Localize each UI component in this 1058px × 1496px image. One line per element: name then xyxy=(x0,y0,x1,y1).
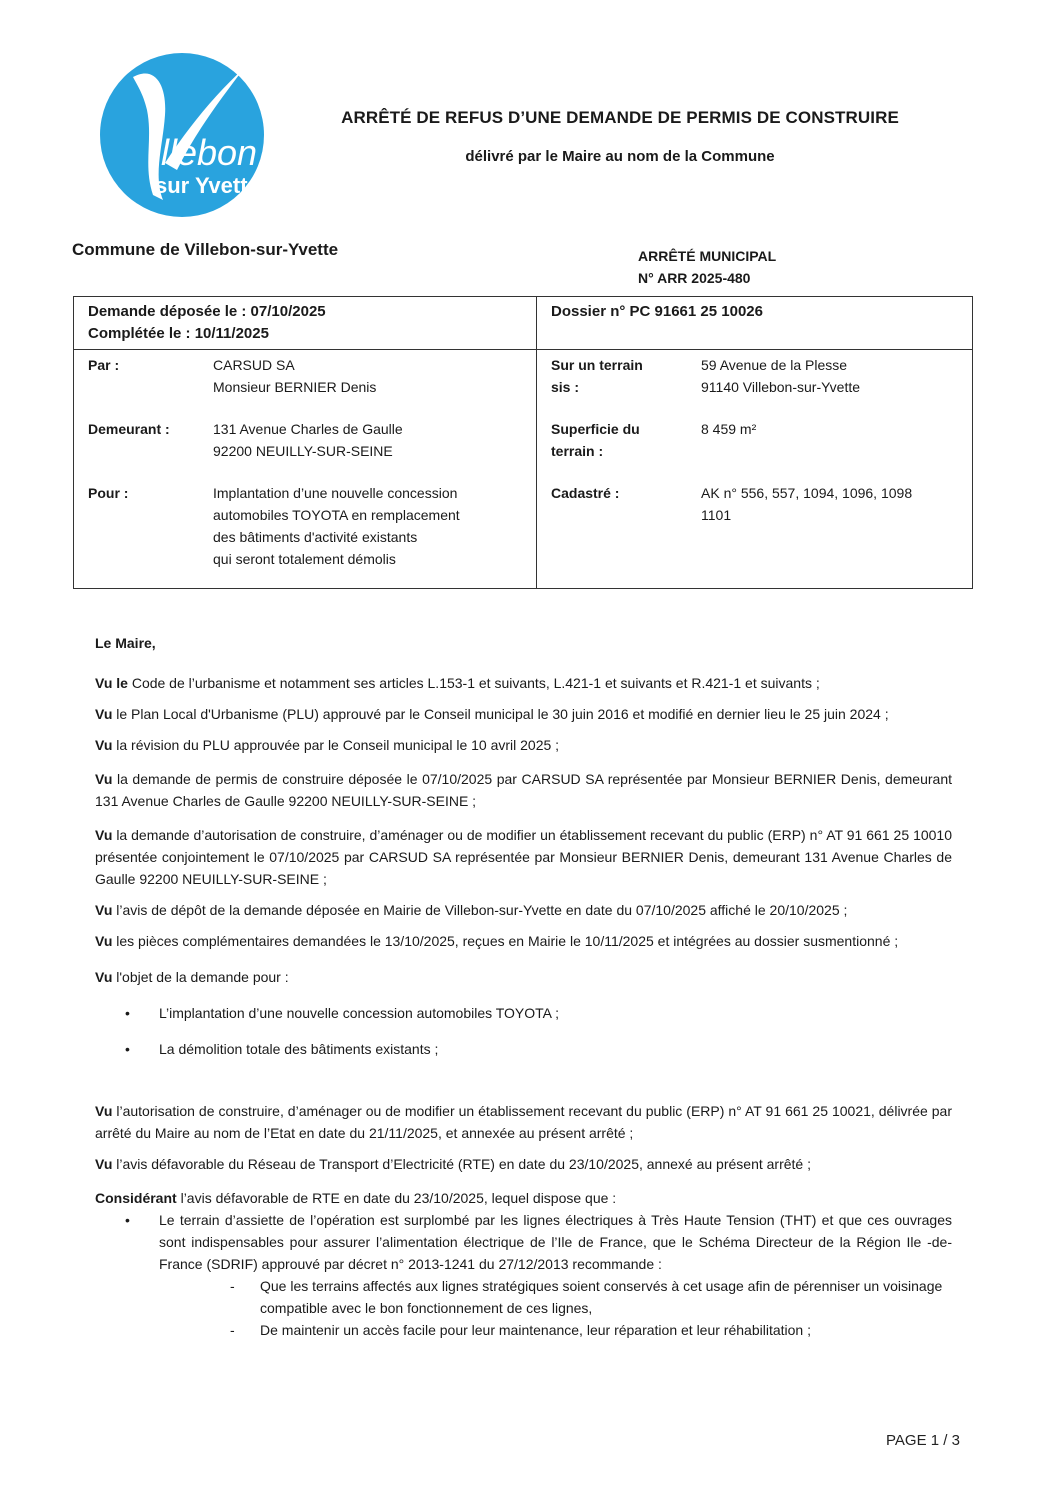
logo-text-sub: sur Yvette xyxy=(155,173,260,198)
terrain-row xyxy=(551,354,958,398)
vu-item: Vu le Code de l’urbanisme et notamment ses articles L.153-1 et suivants, L.421-1 et suivants et R.421-1 et suivants ; xyxy=(95,675,820,691)
cadastre-label: Cadastré : xyxy=(551,485,620,501)
demeurant-row xyxy=(88,418,522,462)
vu-item: Vu l'objet de la demande pour : xyxy=(95,969,289,985)
par-label: Par : xyxy=(88,357,120,373)
logo-text-main: illebon xyxy=(153,132,258,173)
pour-line: Implantation d’une nouvelle concession xyxy=(213,485,458,501)
terrain-label: Sur un terrain xyxy=(551,357,643,373)
vu-item: Vu la demande d’autorisation de construire, d’aménager ou de modifier un établissement recevant du public (ERP) n° AT 91 661 25 10010 présentée conjointement le 07/10/2025 par CARSUD SA représentée par Monsieur BERNIER Denis, demeurant 131 Avenue Charles de Gaulle 92200 NEUILLY-SUR-SEINE ; xyxy=(95,827,952,887)
vu-item: Vu l’avis défavorable du Réseau de Transport d’Electricité (RTE) en date du 23/10/2025, annexé au présent arrêté ; xyxy=(95,1156,811,1172)
applicant-cell xyxy=(74,350,537,589)
cadastre-line: 1101 xyxy=(701,507,732,523)
vu-item: Vu l’autorisation de construire, d’aménager ou de modifier un établissement recevant du public (ERP) n° AT 91 661 25 10021, délivrée par arrêté du Maire au nom de l’Etat en date du 21/11/2025, et annexée au présent arrêté ; xyxy=(95,1103,952,1141)
commune-name: Commune de Villebon-sur-Yvette xyxy=(72,240,339,259)
considerant-dash-item: - Que les terrains affectés aux lignes stratégiques soient conservés à cet usage afin de pérenniser un voisinage compatible avec le bon fonctionnement de ces lignes, xyxy=(95,1275,952,1319)
page-number: PAGE 1 / 3 xyxy=(886,1432,960,1449)
terrain-line: 91140 Villebon-sur-Yvette xyxy=(701,379,861,395)
bullet-icon: • xyxy=(125,1212,130,1228)
pour-line: qui seront totalement démolis xyxy=(213,551,396,567)
cadastre-row xyxy=(551,482,958,526)
dossier-cell xyxy=(537,297,973,350)
document-body xyxy=(95,632,952,1341)
demeurant-line: 92200 NEUILLY-SUR-SEINE xyxy=(213,443,393,459)
considerant-intro: Considérant l’avis défavorable de RTE en date du 23/10/2025, lequel dispose que : xyxy=(95,1190,617,1206)
vu-item: Vu le Plan Local d'Urbanisme (PLU) approuvé par le Conseil municipal le 30 juin 2016 et modifié en dernier lieu le 25 juin 2024 ; xyxy=(95,706,889,722)
vu-item: Vu la révision du PLU approuvée par le Conseil municipal le 10 avril 2025 ; xyxy=(95,737,560,753)
superficie-row xyxy=(551,418,958,462)
objet-bullet: • L’implantation d’une nouvelle concession automobiles TOYOTA ; xyxy=(95,1002,952,1024)
pour-row xyxy=(88,482,522,570)
terrain-label: sis : xyxy=(551,379,580,395)
arrete-municipal-block xyxy=(638,245,776,289)
bullet-icon: • xyxy=(125,1041,130,1057)
par-line: Monsieur BERNIER Denis xyxy=(213,379,377,395)
pour-line: automobiles TOYOTA en remplacement xyxy=(213,507,460,523)
villebon-logo xyxy=(95,45,270,220)
par-line: CARSUD SA xyxy=(213,357,295,373)
document-title: ARRÊTÉ DE REFUS D’UNE DEMANDE DE PERMIS DE CONSTRUIRE xyxy=(341,108,899,127)
par-row xyxy=(88,354,522,398)
cadastre-line: AK n° 556, 557, 1094, 1096, 1098 xyxy=(701,485,913,501)
demeurant-label: Demeurant : xyxy=(88,421,170,437)
table-row-header xyxy=(74,297,973,350)
superficie-value: 8 459 m² xyxy=(701,421,757,437)
bullet-icon: • xyxy=(125,1005,130,1021)
pour-line: des bâtiments d'activité existants xyxy=(213,529,418,545)
vu-item: Vu les pièces complémentaires demandées le 13/10/2025, reçues en Mairie le 10/11/2025 et intégrées au dossier susmentionné ; xyxy=(95,933,899,949)
considerant-dash-item: - De maintenir un accès facile pour leur maintenance, leur réparation et leur réhabilitation ; xyxy=(95,1319,952,1341)
le-maire: Le Maire, xyxy=(95,635,156,651)
pour-label: Pour : xyxy=(88,485,129,501)
superficie-label: Superficie du xyxy=(551,421,640,437)
vu-item: Vu l’avis de dépôt de la demande déposée en Mairie de Villebon-sur-Yvette en date du 07/10/2025 affiché le 20/10/2025 ; xyxy=(95,902,848,918)
date-depose: Demande déposée le : 07/10/2025 xyxy=(88,303,326,320)
document-subtitle: délivré par le Maire au nom de la Commune xyxy=(465,148,775,165)
terrain-line: 59 Avenue de la Plesse xyxy=(701,357,848,373)
dash-icon: - xyxy=(230,1322,235,1338)
table-row-details xyxy=(74,350,973,589)
considerant-bullet: • Le terrain d’assiette de l’opération est surplombé par les lignes électriques à Très Haute Tension (THT) et que ces ouvrages sont indispensables pour assurer l’alimentation électrique de l’Ile de France, que le Schéma Directeur de la Région Ile -de- France (SDRIF) approuvé par décret n° 2013-1241 du 27/12/2013 recommande : xyxy=(95,1209,952,1275)
request-dates-cell xyxy=(74,297,537,350)
demeurant-line: 131 Avenue Charles de Gaulle xyxy=(213,421,403,437)
arrete-number: N° ARR 2025-480 xyxy=(638,270,751,286)
superficie-label: terrain : xyxy=(551,443,604,459)
objet-bullet: • La démolition totale des bâtiments existants ; xyxy=(95,1038,952,1060)
dash-icon: - xyxy=(230,1278,235,1294)
terrain-cell xyxy=(537,350,973,589)
logo-emblem-icon xyxy=(95,45,270,220)
arrete-label: ARRÊTÉ MUNICIPAL xyxy=(638,248,777,264)
date-completee: Complétée le : 10/11/2025 xyxy=(88,325,269,342)
permit-info-table xyxy=(73,296,973,589)
dossier-number: Dossier n° PC 91661 25 10026 xyxy=(551,303,763,320)
vu-item: Vu la demande de permis de construire déposée le 07/10/2025 par CARSUD SA représentée par Monsieur BERNIER Denis, demeurant 131 Avenue Charles de Gaulle 92200 NEUILLY-SUR-SEINE ; xyxy=(95,771,952,809)
